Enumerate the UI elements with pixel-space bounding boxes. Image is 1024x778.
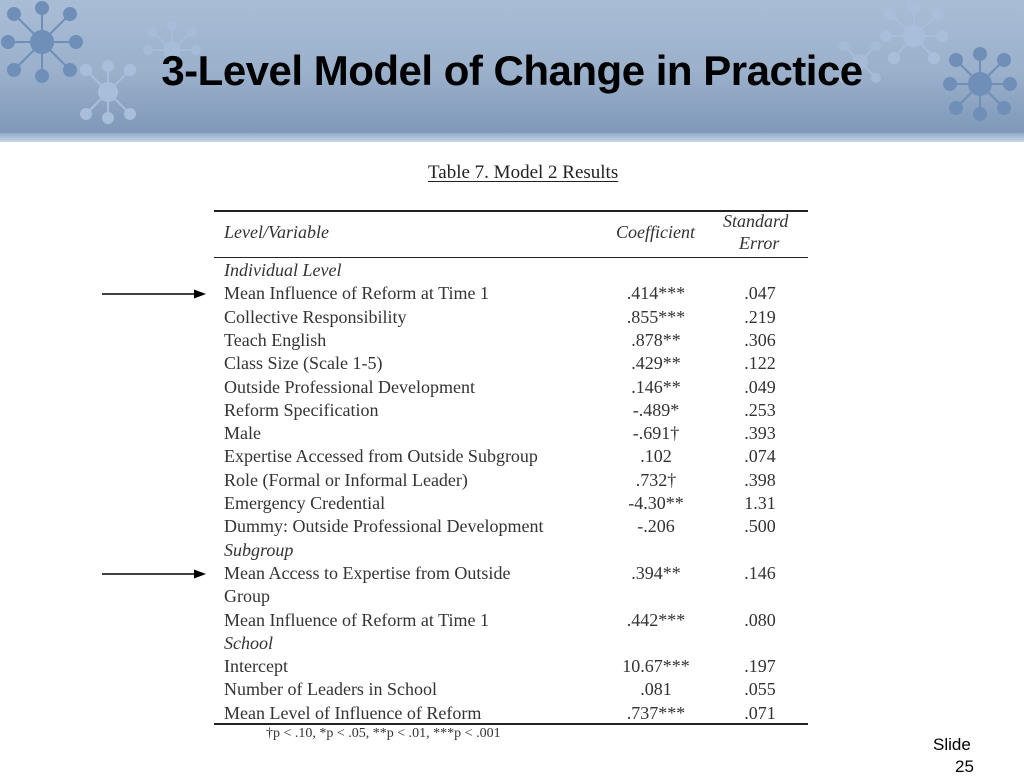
variable-label: Dummy: Outside Professional Development (224, 516, 544, 537)
slide-label: Slide (933, 735, 971, 754)
standard-error-value: 1.31 (744, 493, 776, 513)
slide-number (933, 734, 993, 778)
header-se-line2: Error (739, 233, 780, 253)
standard-error-value: .074 (744, 446, 776, 467)
table-row (214, 470, 808, 493)
variable-label: Class Size (Scale 1-5) (224, 353, 383, 374)
standard-error-value: .398 (744, 469, 776, 490)
pointer-arrow-icon (100, 288, 210, 300)
standard-error-value: .055 (744, 679, 776, 700)
standard-error-value: .122 (744, 353, 776, 374)
variable-label: Mean Influence of Reform at Time 1 (224, 283, 489, 304)
table-row (214, 563, 808, 586)
variable-label: Mean Influence of Reform at Time 1 (224, 609, 489, 630)
table-row (214, 493, 808, 516)
variable-label: Reform Specification (224, 399, 379, 420)
table-row (214, 377, 808, 400)
standard-error-value: .219 (744, 306, 776, 327)
standard-error-value: .049 (744, 376, 776, 397)
table-row (214, 586, 808, 609)
table-row (214, 353, 808, 376)
table-row (214, 330, 808, 353)
standard-error-value: .146 (744, 562, 776, 583)
section-label: Individual Level (224, 260, 342, 280)
table-section-heading (214, 260, 808, 283)
coefficient-value: .146** (631, 376, 681, 397)
variable-label: Group (224, 586, 270, 607)
table-row (214, 679, 808, 702)
coefficient-value: .732† (635, 469, 677, 490)
table-row (214, 446, 808, 469)
header-se-line1: Standard (723, 211, 789, 231)
table-row (214, 516, 808, 539)
standard-error-value: .071 (744, 702, 776, 723)
variable-label: Role (Formal or Informal Leader) (224, 469, 468, 490)
header-coefficient: Coefficient (616, 222, 695, 242)
variable-label: Mean Access to Expertise from Outside (224, 562, 511, 583)
standard-error-value: .080 (744, 609, 776, 630)
standard-error-value: .393 (744, 423, 776, 444)
coefficient-value: -.691† (632, 423, 680, 444)
table-row (214, 283, 808, 306)
table-row (214, 423, 808, 446)
coefficient-value: .878** (631, 329, 681, 350)
table-top-rule (214, 210, 808, 212)
coefficient-value: .414*** (626, 283, 686, 304)
variable-label: Mean Level of Influence of Reform (224, 702, 482, 723)
standard-error-value: .500 (744, 516, 776, 537)
standard-error-value: .306 (744, 329, 776, 350)
variable-label: Expertise Accessed from Outside Subgroup (224, 446, 538, 467)
coefficient-value: .081 (640, 679, 672, 700)
variable-label: Collective Responsibility (224, 306, 407, 327)
table-row (214, 400, 808, 423)
variable-label: Outside Professional Development (224, 376, 475, 397)
variable-label: Intercept (224, 656, 288, 677)
header-variable: Level/Variable (224, 222, 329, 242)
variable-label: Teach English (224, 329, 327, 350)
table-bottom-rule (214, 723, 808, 725)
standard-error-value: .047 (744, 283, 776, 304)
coefficient-value: -.206 (637, 516, 675, 537)
significance-footnote: †p < .10, *p < .05, **p < .01, ***p < .001 (266, 726, 501, 741)
table-caption: Table 7. Model 2 Results (428, 162, 619, 183)
section-label: Subgroup (224, 539, 294, 560)
coefficient-value: -.489* (632, 399, 680, 420)
coefficient-value: .737*** (626, 702, 686, 723)
coefficient-value: .442*** (626, 609, 686, 630)
standard-error-value: .197 (744, 656, 776, 677)
table-header-rule (214, 257, 808, 258)
table-row (214, 307, 808, 330)
table-section-heading (214, 633, 808, 656)
slide-title: 3-Level Model of Change in Practice (161, 47, 863, 94)
table-row (214, 610, 808, 633)
slide-number-value: 25 (955, 757, 974, 776)
table-row (214, 656, 808, 679)
table-section-heading (214, 540, 808, 563)
coefficient-value: .102 (640, 446, 672, 467)
variable-label: Emergency Credential (224, 493, 386, 513)
coefficient-value: .855*** (626, 306, 686, 327)
variable-label: Number of Leaders in School (224, 679, 437, 700)
header-banner (0, 0, 1024, 133)
coefficient-value: -4.30** (628, 493, 684, 513)
pointer-arrow-icon (100, 568, 210, 580)
section-label: School (224, 632, 273, 653)
variable-label: Male (224, 423, 261, 444)
banner-stripe (0, 133, 1024, 142)
standard-error-value: .253 (744, 399, 776, 420)
coefficient-value: .394** (631, 562, 681, 583)
coefficient-value: .429** (631, 353, 681, 374)
coefficient-value: 10.67*** (622, 656, 690, 677)
